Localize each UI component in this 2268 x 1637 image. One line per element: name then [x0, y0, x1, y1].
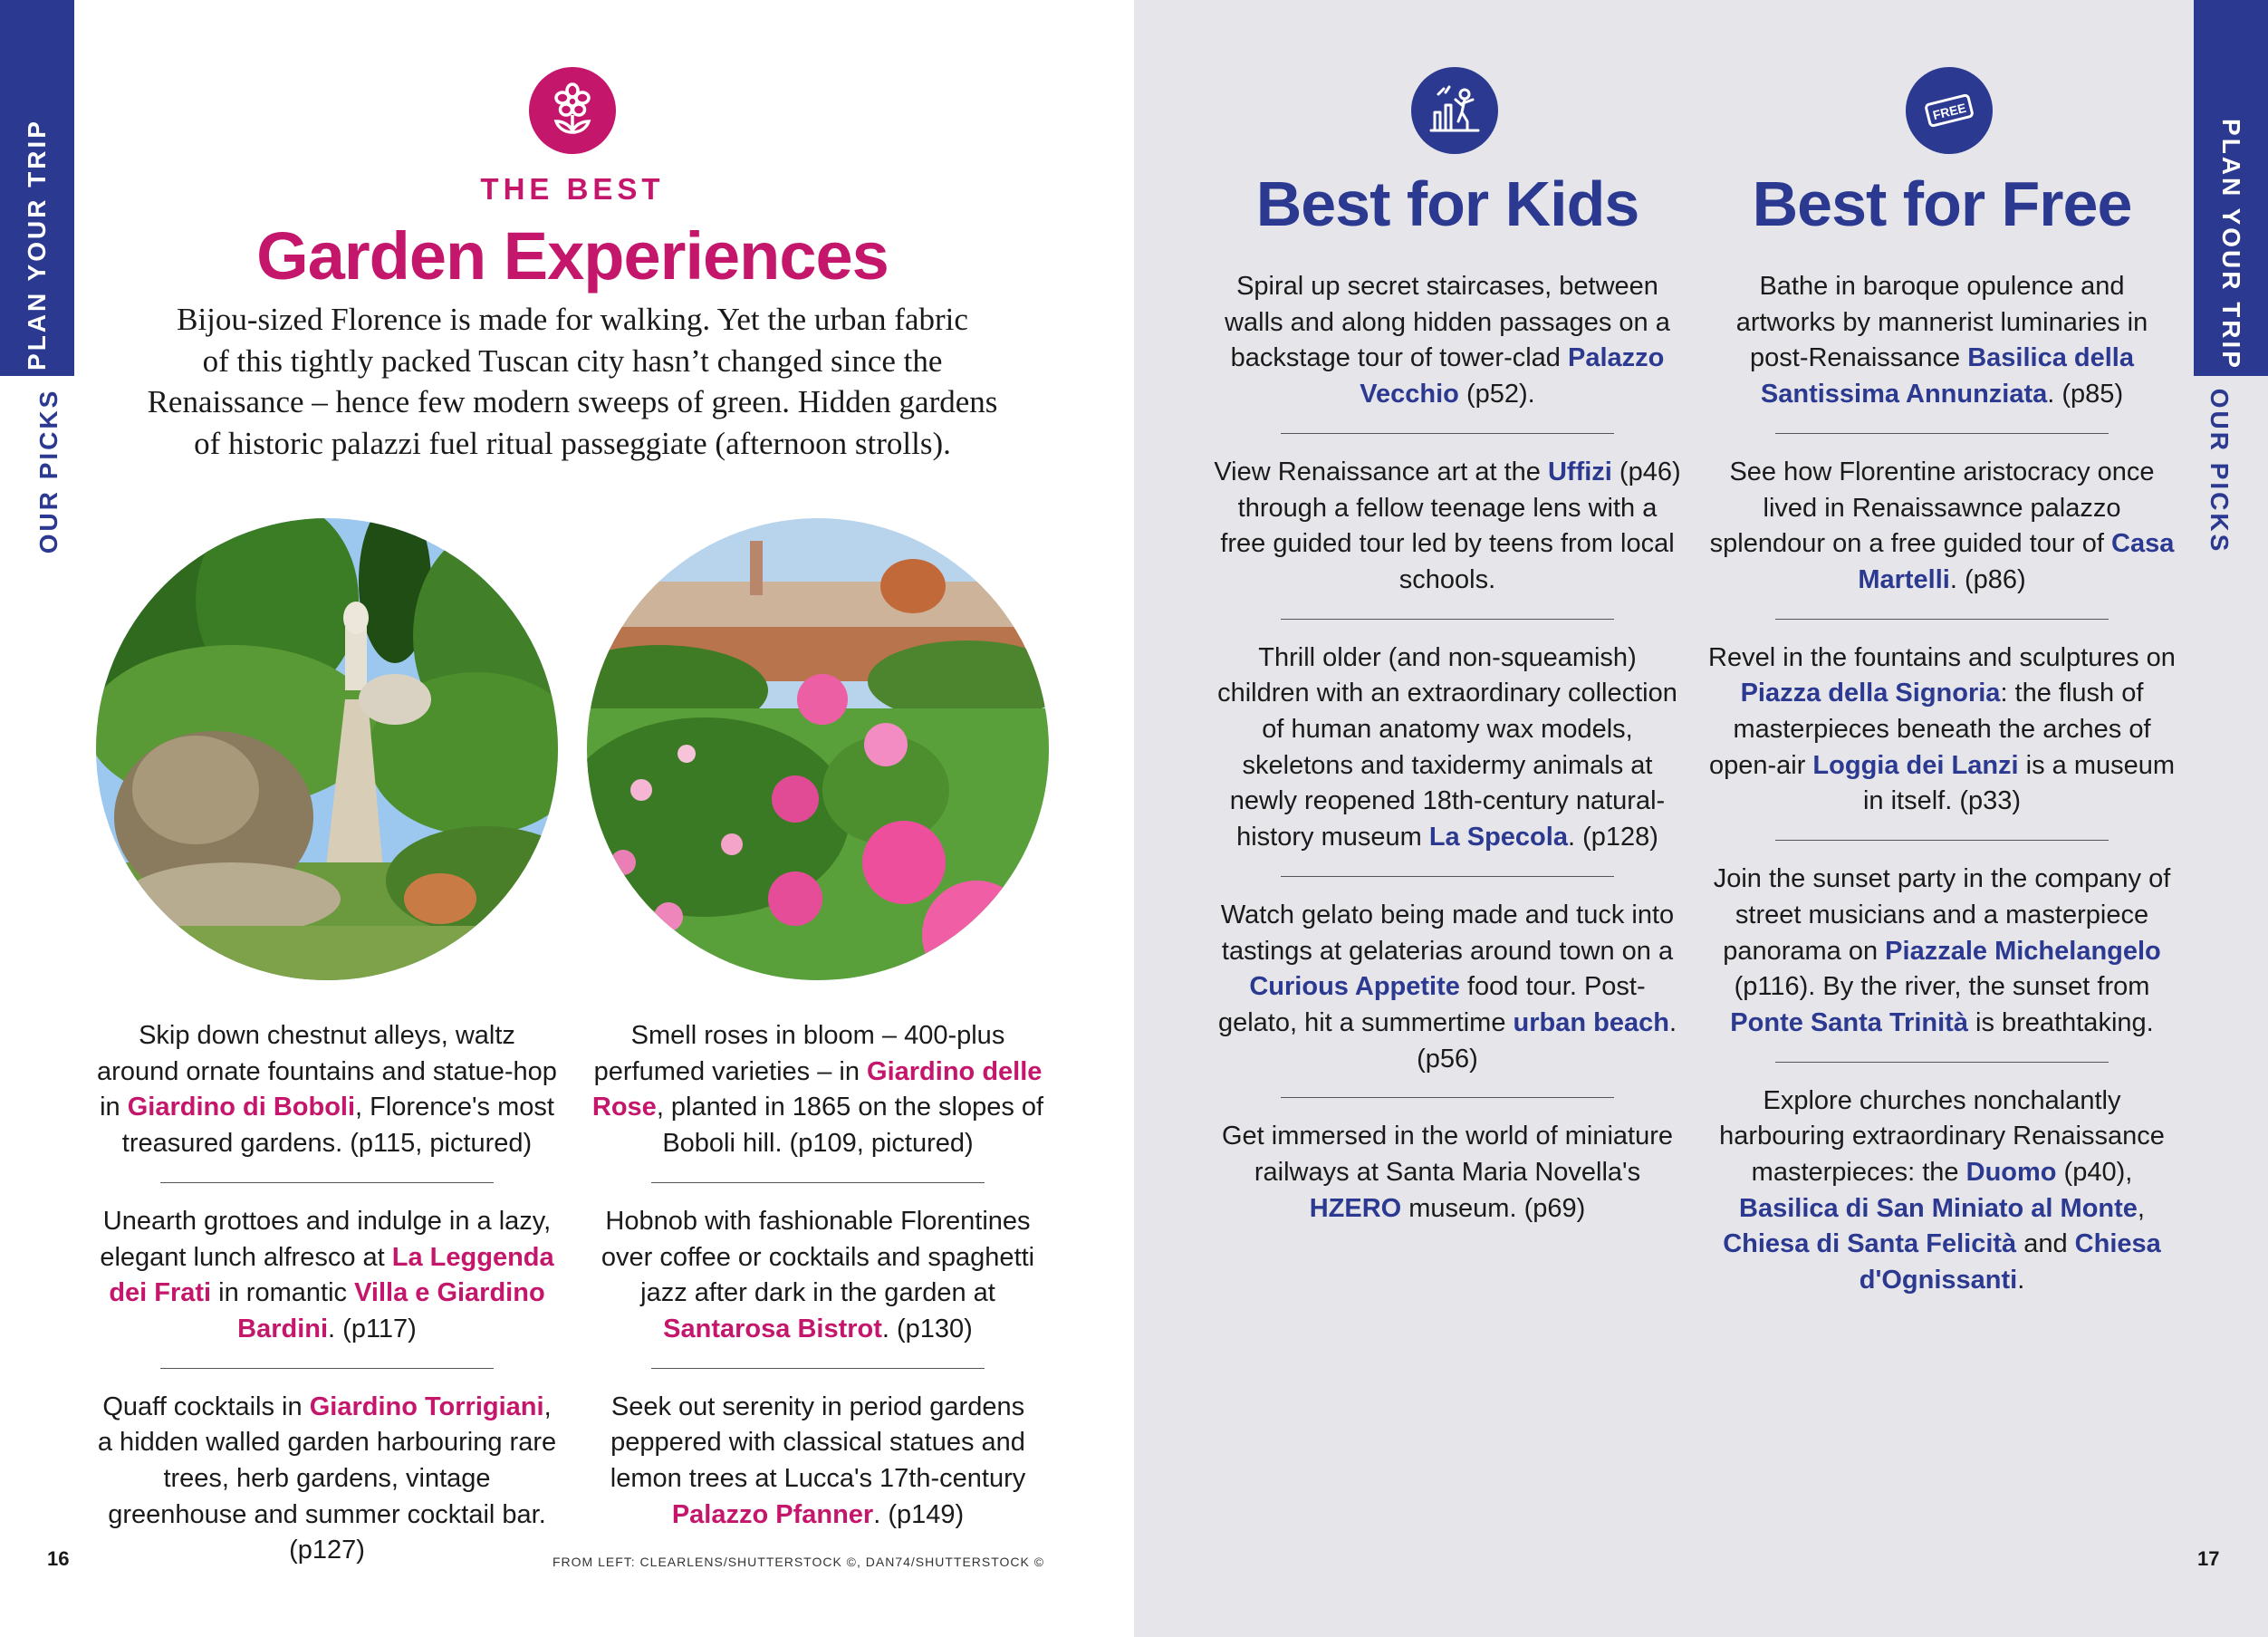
place-link[interactable]: La Specola: [1428, 823, 1568, 852]
list-item: [96, 1390, 558, 1570]
divider: [651, 1368, 985, 1369]
garden-experiences-title: Garden Experiences: [256, 218, 889, 294]
item-text: Thrill older (and non-squeamish) children with an extraordinary collection of human anatomy wax models, skeletons and taxidermy animals at newly reopened 18th-century natural-history museum: [1217, 642, 1677, 852]
list-item: [1212, 898, 1683, 1078]
item-text: and: [2016, 1229, 2075, 1259]
item-text: , a hidden walled garden harbouring rare trees, herb gardens, vintage greenhouse and summer cocktail bar. (p127): [97, 1391, 557, 1565]
item-text: in romantic: [211, 1278, 355, 1308]
best-for-free-title: Best for Free: [1752, 169, 2132, 239]
item-text: Bathe in baroque opulence and artworks by mannerist luminaries in post-Renaissance: [1735, 272, 2148, 373]
divider: [1775, 840, 2109, 841]
flower-icon: [529, 67, 616, 154]
place-link[interactable]: Giardino Torrigiani: [309, 1391, 544, 1421]
item-text: Quaff cocktails in: [102, 1391, 310, 1421]
list-item: [96, 1204, 558, 1348]
divider: [1281, 433, 1614, 434]
divider: [1281, 1097, 1614, 1098]
intro-line: of this tightly packed Tuscan city hasn’t changed since the: [202, 342, 943, 379]
place-link[interactable]: Basilica di San Miniato al Monte: [1739, 1193, 2138, 1223]
item-text: . (p85): [2047, 380, 2124, 409]
free-list: [1706, 269, 2177, 1299]
plan-your-trip-label-left: PLAN YOUR TRIP: [23, 119, 51, 371]
item-text: , planted in 1865 on the slopes of Boboli hill. (p109, pictured): [656, 1093, 1044, 1159]
item-text: Unearth grottoes and indulge in a lazy, elegant lunch alfresco at: [100, 1206, 552, 1272]
place-link[interactable]: Palazzo Vecchio: [1360, 343, 1665, 409]
item-text: (p116). By the river, the sunset from: [1734, 972, 2150, 1002]
list-item: [1212, 455, 1683, 599]
item-text: Skip down chestnut alleys, waltz around ornate fountains and statue-hop in: [97, 1021, 557, 1122]
item-text: food tour. Post-gelato, hit a summertime: [1217, 972, 1646, 1037]
item-text: . (p56): [1417, 1007, 1677, 1074]
list-item: [1706, 455, 2177, 599]
list-item: [587, 1390, 1049, 1534]
item-text: Join the sunset party in the company of street musicians and a masterpiece panorama on: [1713, 864, 2171, 966]
free-tag-text: FREE: [1931, 100, 1968, 123]
place-link[interactable]: Duomo: [1965, 1158, 2057, 1188]
divider: [160, 1368, 494, 1369]
list-item: [1212, 640, 1683, 856]
item-text: Hobnob with fashionable Florentines over coffee or cocktails and spaghetti jazz after dark in the garden at: [601, 1206, 1035, 1308]
place-link[interactable]: Uffizi: [1547, 457, 1612, 486]
item-text: See how Florentine aristocracy once lived in Renaissawnce palazzo splendour on a free guided tour of: [1709, 457, 2155, 559]
intro-line: of historic palazzi fuel ritual passeggiate (afternoon strolls).: [194, 425, 951, 461]
place-link[interactable]: Ponte Santa Trinità: [1730, 1007, 1968, 1037]
garden-list-left: [96, 1018, 558, 1569]
garden-intro: [91, 299, 1054, 464]
item-text: Spiral up secret staircases, between walls and along hidden passages on a backstage tour of tower-clad: [1225, 272, 1670, 373]
page-number-left: 16: [47, 1547, 70, 1570]
item-text: museum. (p69): [1401, 1193, 1586, 1223]
item-text: Watch gelato being made and tuck into tastings at gelaterias around town on a: [1220, 900, 1675, 966]
item-text: . (p149): [873, 1499, 965, 1529]
item-text: Smell roses in bloom – 400-plus perfumed varieties – in: [593, 1021, 1005, 1086]
plan-your-trip-label-right: PLAN YOUR TRIP: [2217, 119, 2245, 371]
place-link[interactable]: Curious Appetite: [1249, 972, 1460, 1002]
item-text: Revel in the fountains and sculptures on: [1708, 642, 2176, 672]
page-number-right: 17: [2197, 1547, 2220, 1570]
garden-list-right: [587, 1018, 1049, 1533]
list-item: [1706, 640, 2177, 821]
place-link[interactable]: Basilica della Santissima Annunziata: [1760, 343, 2134, 409]
item-text: Seek out serenity in period gardens peppered with classical statues and lemon trees at Lucca's 17th-century: [610, 1391, 1026, 1494]
item-text: ,: [2137, 1193, 2145, 1223]
list-item: [1706, 862, 2177, 1042]
boboli-garden-photo: [96, 518, 558, 980]
item-text: (p52).: [1458, 380, 1535, 409]
place-link[interactable]: Palazzo Pfanner: [671, 1499, 874, 1529]
item-text: , Florence's most treasured gardens. (p115, pictured): [121, 1093, 554, 1159]
list-item: [96, 1018, 558, 1162]
intro-line: Bijou-sized Florence is made for walking. Yet the urban fabric: [177, 302, 968, 337]
divider: [1775, 1062, 2109, 1063]
best-for-kids-title: Best for Kids: [1255, 169, 1639, 239]
place-link[interactable]: urban beach: [1513, 1007, 1669, 1037]
place-link[interactable]: Piazza della Signoria: [1740, 679, 2001, 708]
list-item: [1706, 269, 2177, 413]
place-link[interactable]: Chiesa d'Ognissanti: [1859, 1229, 2161, 1295]
place-link[interactable]: Santarosa Bistrot: [663, 1314, 882, 1343]
item-text: (p46) through a fellow teenage lens with a free guided tour led by teens from local schools.: [1220, 457, 1681, 594]
divider: [1281, 619, 1614, 620]
divider: [1281, 876, 1614, 877]
item-text: (p40),: [2056, 1158, 2133, 1188]
item-text: .: [2017, 1266, 2025, 1295]
item-text: is breathtaking.: [1967, 1007, 2154, 1037]
place-link[interactable]: Giardino di Boboli: [127, 1093, 356, 1122]
list-item: [1212, 1119, 1683, 1227]
divider: [651, 1182, 985, 1183]
place-link[interactable]: Piazzale Michelangelo: [1885, 936, 2161, 966]
list-item: [587, 1018, 1049, 1162]
item-text: . (p130): [881, 1314, 973, 1343]
place-link[interactable]: HZERO: [1309, 1193, 1402, 1223]
item-text: . (p128): [1567, 823, 1658, 852]
place-link[interactable]: La Leggenda dei Frati: [109, 1242, 554, 1308]
item-text: Get immersed in the world of miniature railways at Santa Maria Novella's: [1221, 1122, 1674, 1188]
list-item: [587, 1204, 1049, 1348]
place-link[interactable]: Loggia dei Lanzi: [1812, 750, 2019, 780]
our-picks-label-left: OUR PICKS: [34, 388, 62, 554]
photo-credit: FROM LEFT: CLEARLENS/SHUTTERSTOCK ©, DAN74/SHUTTERSTOCK ©: [553, 1555, 1045, 1569]
our-picks-label-right: OUR PICKS: [2206, 388, 2234, 554]
kids-list: [1212, 269, 1683, 1227]
place-link[interactable]: Chiesa di Santa Felicità: [1723, 1229, 2017, 1259]
place-link[interactable]: Villa e Giardino Bardini: [237, 1278, 545, 1343]
rose-garden-photo: [587, 518, 1049, 980]
list-item: [1212, 269, 1683, 413]
divider: [1775, 619, 2109, 620]
item-text: is a museum in itself. (p33): [1862, 750, 2176, 816]
place-link[interactable]: Giardino delle Rose: [591, 1056, 1043, 1122]
the-best-kicker: THE BEST: [480, 172, 665, 206]
item-text: Explore churches nonchalantly harbouring extraordinary Renaissance masterpieces: the: [1719, 1085, 2165, 1188]
item-text: View Renaissance art at the: [1214, 457, 1548, 486]
place-link[interactable]: Casa Martelli: [1858, 529, 2175, 594]
list-item: [1706, 1083, 2177, 1299]
intro-line: Renaissance – hence few modern sweeps of green. Hidden gardens: [147, 384, 998, 419]
free-tag-icon: [1906, 67, 1993, 154]
kids-icon: [1411, 67, 1498, 154]
item-text: . (p86): [1949, 564, 2026, 594]
divider: [160, 1182, 494, 1183]
item-text: : the flush of masterpieces beneath the arches of open-air: [1708, 679, 2151, 780]
item-text: . (p117): [328, 1314, 417, 1343]
divider: [1775, 433, 2109, 434]
